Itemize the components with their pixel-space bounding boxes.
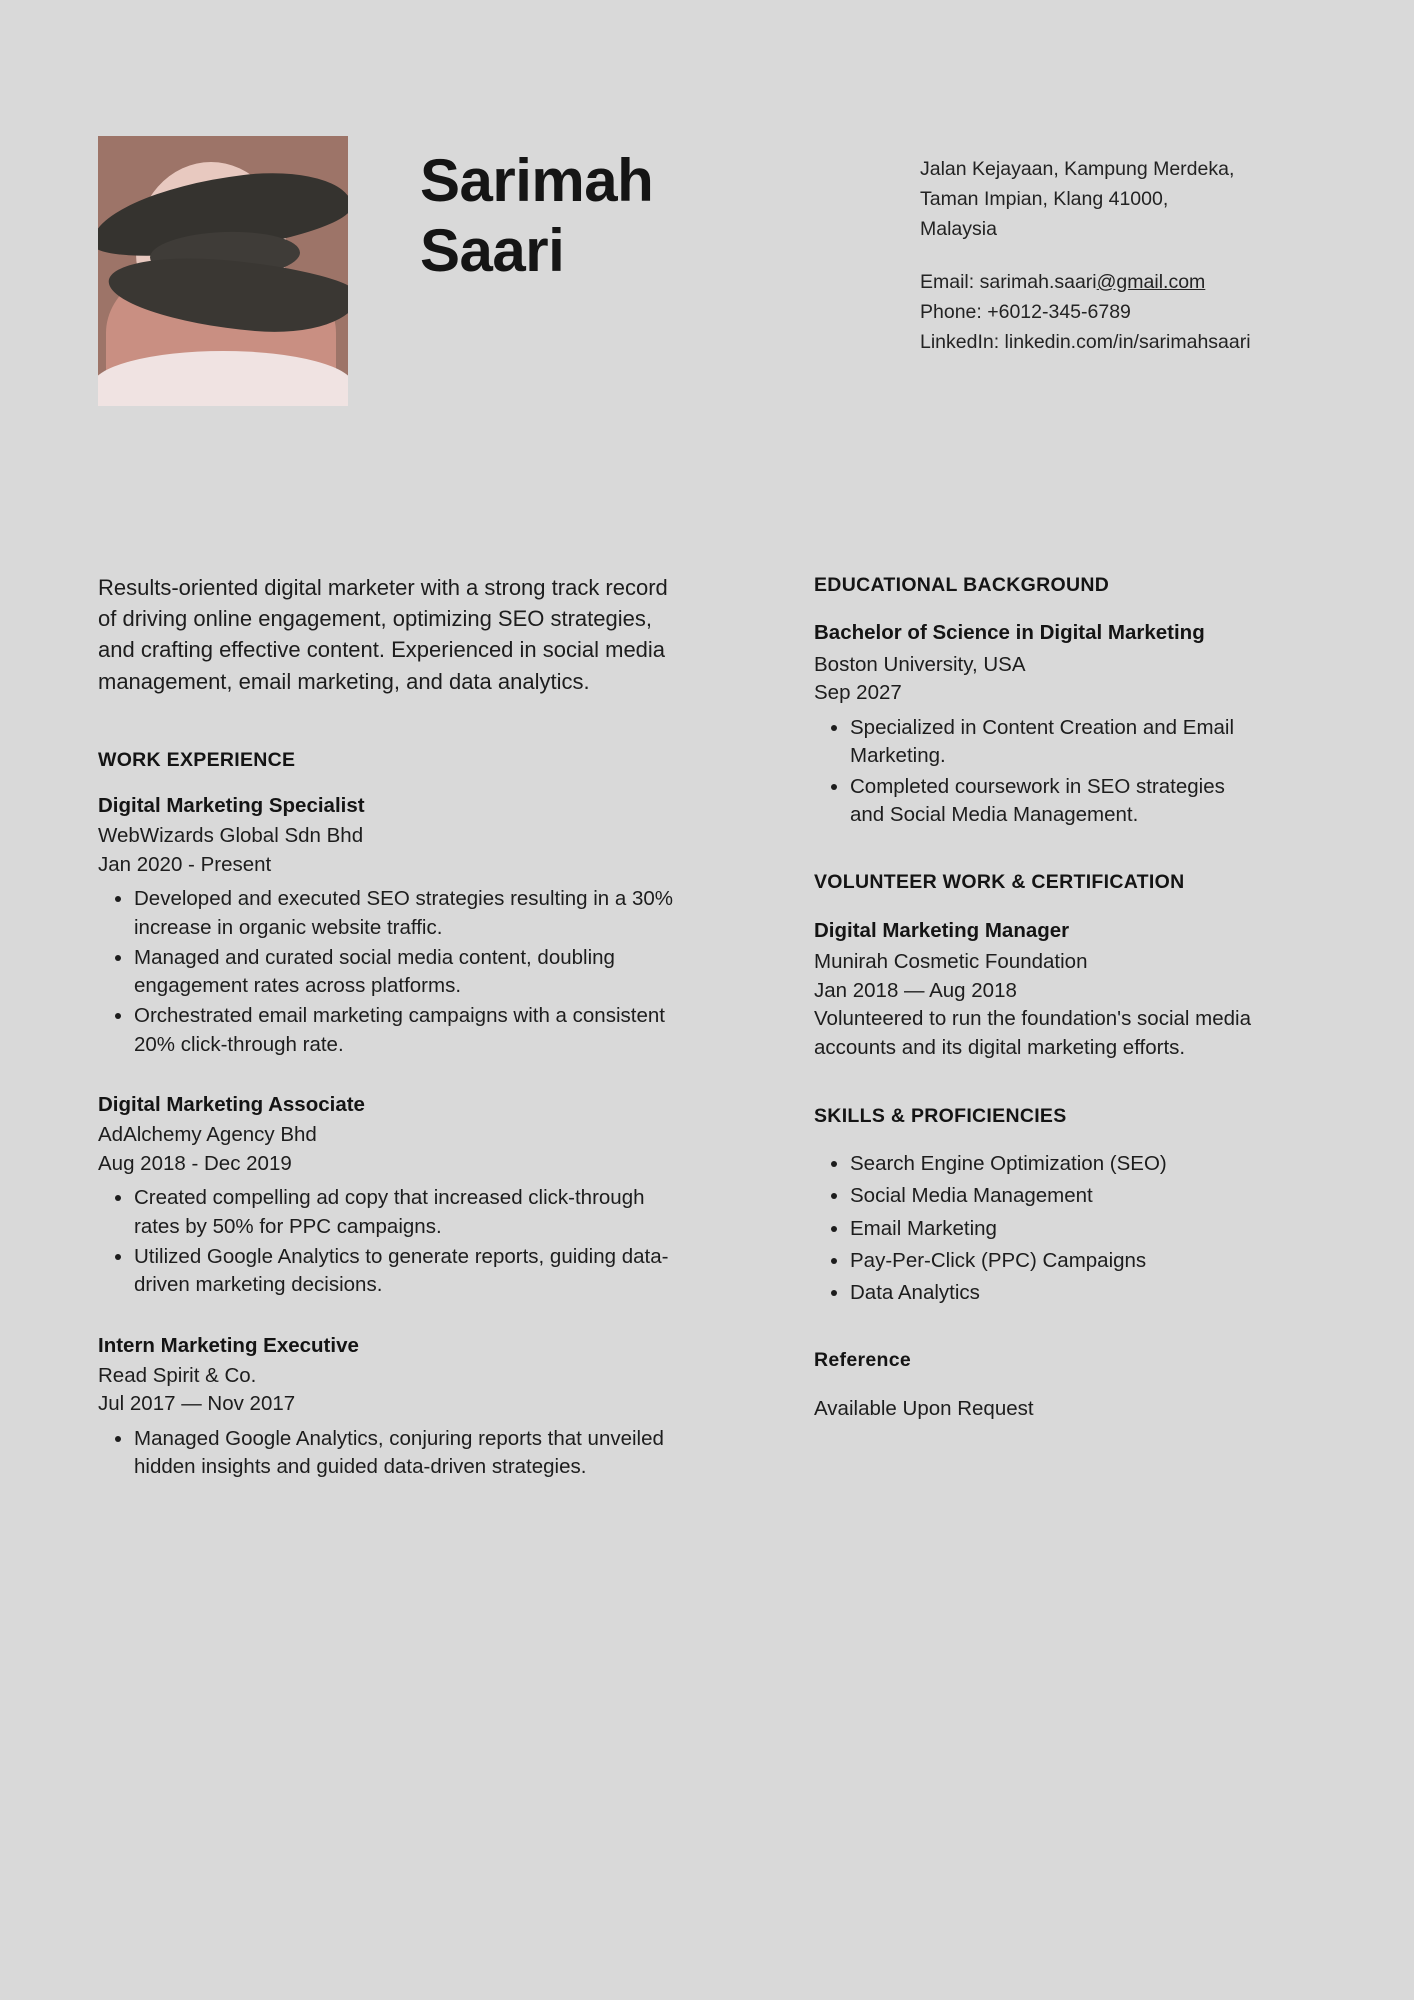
list-item: • Data Analytics xyxy=(850,1279,1264,1307)
left-column xyxy=(98,572,738,1483)
education-bullet: • Completed coursework in SEO strategies and Social Media Management. xyxy=(850,773,1264,830)
list-item: • Pay-Per-Click (PPC) Campaigns xyxy=(850,1247,1264,1275)
address-block xyxy=(920,154,1251,245)
page-title-first-name: Sarimah xyxy=(420,147,654,214)
volunteer-role: Digital Marketing Manager xyxy=(814,918,1070,942)
job-bullet: • Orchestrated email marketing campaigns with a consistent 20% click-through rate. xyxy=(134,1002,674,1059)
avatar xyxy=(98,136,348,406)
avatar-shoulders-shape xyxy=(98,351,348,406)
section-title-work-experience: WORK EXPERIENCE xyxy=(98,748,296,771)
section-title-education: EDUCATIONAL BACKGROUND xyxy=(814,574,1110,596)
job-title: Intern Marketing Executive xyxy=(98,1333,359,1357)
education-section xyxy=(814,572,1264,829)
name-block xyxy=(420,136,870,285)
job-dates: Jan 2020 - Present xyxy=(98,852,272,876)
list-item: • Search Engine Optimization (SEO) xyxy=(850,1150,1264,1178)
work-entry xyxy=(98,794,674,1059)
job-bullet: • Managed Google Analytics, conjuring reports that unveiled hidden insights and guided data-driven strategies. xyxy=(134,1425,674,1482)
volunteer-dates: Jan 2018 — Aug 2018 xyxy=(814,978,1017,1002)
job-dates: Aug 2018 - Dec 2019 xyxy=(98,1151,292,1175)
job-bullet: • Created compelling ad copy that increased click-through rates by 50% for PPC campaigns. xyxy=(134,1184,674,1241)
phone-line: Phone: +6012-345-6789 xyxy=(920,300,1131,323)
education-bullet: • Specialized in Content Creation and Email Marketing. xyxy=(850,714,1264,771)
job-company: WebWizards Global Sdn Bhd xyxy=(98,823,364,847)
education-school: Boston University, USA xyxy=(814,652,1026,676)
section-title-volunteer: VOLUNTEER WORK & CERTIFICATION xyxy=(814,871,1185,894)
job-bullets xyxy=(98,1184,674,1299)
linkedin-line[interactable]: LinkedIn: linkedin.com/in/sarimahsaari xyxy=(920,331,1251,354)
job-bullets xyxy=(98,885,674,1059)
job-bullet: • Managed and curated social media content, doubling engagement rates across platforms. xyxy=(134,944,674,1001)
section-title-skills: SKILLS & PROFICIENCIES xyxy=(814,1104,1067,1127)
volunteer-section xyxy=(814,869,1264,1063)
section-title-reference: Reference xyxy=(814,1349,912,1372)
job-title: Digital Marketing Specialist xyxy=(98,793,365,817)
education-degree: Bachelor of Science in Digital Marketing xyxy=(814,621,1205,645)
job-company: Read Spirit & Co. xyxy=(98,1363,257,1387)
contact-details-block xyxy=(920,267,1251,358)
email-link[interactable]: @gmail.com xyxy=(1096,270,1206,293)
resume-body xyxy=(98,572,1316,1483)
education-bullets xyxy=(814,714,1264,829)
resume-header xyxy=(98,136,1316,406)
reference-text: Available Upon Request xyxy=(814,1396,1034,1420)
skills-section xyxy=(814,1103,1264,1308)
list-item: • Social Media Management xyxy=(850,1182,1264,1210)
job-bullets xyxy=(98,1425,674,1482)
contact-block xyxy=(920,136,1251,357)
skills-list xyxy=(814,1150,1264,1307)
list-item: • Email Marketing xyxy=(850,1215,1264,1243)
job-company: AdAlchemy Agency Bhd xyxy=(98,1123,317,1146)
volunteer-description: Volunteered to run the foundation's social media accounts and its digital marketing efforts. xyxy=(814,1007,1251,1060)
job-title: Digital Marketing Associate xyxy=(98,1093,365,1116)
volunteer-organization: Munirah Cosmetic Foundation xyxy=(814,950,1088,974)
job-bullet: • Utilized Google Analytics to generate reports, guiding data-driven marketing decisions. xyxy=(134,1243,674,1300)
reference-section xyxy=(814,1347,1264,1423)
email-label: Email: sarimah.saari xyxy=(920,270,1097,293)
professional-summary: Results-oriented digital marketer with a strong track record of driving online engagement, optimizing SEO strategies, and crafting effective content. Experienced in social media management, email marketing, and data analytics. xyxy=(98,575,668,694)
job-bullet: • Developed and executed SEO strategies resulting in a 30% increase in organic website traffic. xyxy=(134,885,674,942)
job-dates: Jul 2017 — Nov 2017 xyxy=(98,1392,296,1416)
address-line-2: Taman Impian, Klang 41000, xyxy=(920,188,1169,211)
work-entry xyxy=(98,1093,674,1300)
work-entry xyxy=(98,1334,674,1482)
email-line xyxy=(920,267,1251,297)
address-line-1: Jalan Kejayaan, Kampung Merdeka, xyxy=(920,158,1235,180)
page-title-last-name: Saari xyxy=(420,216,565,284)
education-dates: Sep 2027 xyxy=(814,681,902,705)
right-column xyxy=(814,572,1264,1423)
address-line-3: Malaysia xyxy=(920,218,997,241)
